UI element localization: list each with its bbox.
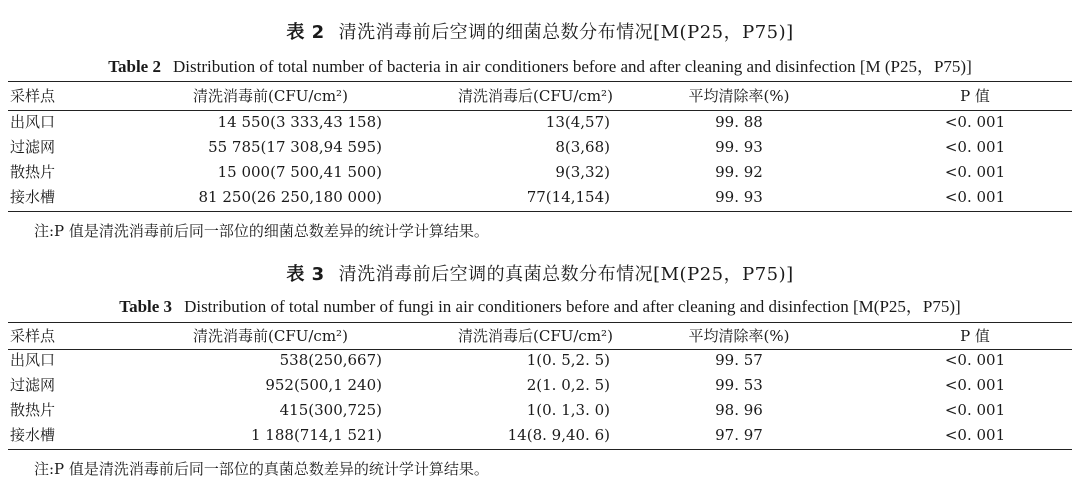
table3-title-cn-text: 清洗消毒前后空调的真菌总数分布情况[M(P25，P75)]: [338, 264, 794, 285]
table3-after: 1(0. 1,3. 0): [526, 401, 610, 419]
table2-p: <0. 001: [944, 138, 1006, 156]
table3-label-en: Table 3: [119, 297, 173, 316]
table-row: [8, 423, 1072, 448]
table2-p: <0. 001: [944, 113, 1006, 131]
table2-label-cn: 表 2: [286, 22, 325, 43]
table3-site: 出风口: [10, 351, 56, 369]
table3-header-after: 清洗消毒后(CFU/cm²): [458, 327, 613, 345]
table3-rate: 99. 53: [715, 376, 763, 394]
table-row: [8, 160, 1072, 185]
table2-top-rule: [8, 81, 1072, 82]
table3-header-rate: 平均清除率(%): [688, 327, 790, 345]
table2-p: <0. 001: [944, 188, 1006, 206]
table3-label-cn: 表 3: [286, 264, 325, 285]
table3-bottom-rule: [8, 449, 1072, 450]
table2-before: 55 785(17 308,94 595): [208, 138, 382, 156]
table2-header-after: 清洗消毒后(CFU/cm²): [458, 87, 613, 105]
table2-header-before: 清洗消毒前(CFU/cm²): [193, 87, 348, 105]
table3-title-en-text: Distribution of total number of fungi in air conditioners before and after cleaning and disinfection [M(P25，P75)]: [184, 297, 961, 316]
table3-header-p: P 值: [960, 327, 990, 345]
table2-after: 9(3,32): [555, 163, 610, 181]
table-row: [8, 398, 1072, 423]
table-row: [8, 348, 1072, 373]
table3-site: 接水槽: [10, 426, 56, 444]
table3-after: 2(1. 0,2. 5): [526, 376, 610, 394]
table3-p: <0. 001: [944, 351, 1006, 369]
table3-title-en: [0, 292, 1080, 317]
table3-header-site: 采样点: [10, 327, 56, 345]
table2-site: 过滤网: [10, 138, 56, 156]
table2-header-rate: 平均清除率(%): [688, 87, 790, 105]
table2-header-row: [8, 84, 1072, 109]
table2-site: 散热片: [10, 163, 56, 181]
table3-before: 1 188(714,1 521): [251, 426, 382, 444]
table-row: [8, 373, 1072, 398]
table2-before: 14 550(3 333,43 158): [217, 113, 382, 131]
table3-after: 14(8. 9,40. 6): [507, 426, 610, 444]
table3-rate: 97. 97: [715, 426, 763, 444]
table2-title-en: [0, 52, 1080, 77]
table3-before: 952(500,1 240): [265, 376, 382, 394]
table3-site: 过滤网: [10, 376, 56, 394]
table2-p: <0. 001: [944, 163, 1006, 181]
table3-header-before: 清洗消毒前(CFU/cm²): [193, 327, 348, 345]
table2-after: 8(3,68): [555, 138, 610, 156]
table3-after: 1(0. 5,2. 5): [526, 351, 610, 369]
table3-before: 415(300,725): [279, 401, 382, 419]
table3-site: 散热片: [10, 401, 56, 419]
table2-before: 15 000(7 500,41 500): [217, 163, 382, 181]
table3-p: <0. 001: [944, 401, 1006, 419]
table2-bottom-rule: [8, 211, 1072, 212]
table3-note: 注:P 值是清洗消毒前后同一部位的真菌总数差异的统计学计算结果。: [34, 460, 489, 478]
table2-label-en: Table 2: [108, 57, 161, 76]
table3-before: 538(250,667): [279, 351, 382, 369]
table2-rate: 99. 93: [715, 138, 763, 156]
table3-rate: 99. 57: [715, 351, 763, 369]
table-row: [8, 135, 1072, 160]
table2-rate: 99. 92: [715, 163, 763, 181]
table-row: [8, 185, 1072, 210]
table2-title-en-text: Distribution of total number of bacteria in air conditioners before and after cleaning and disinfection [M (P25，P75)]: [172, 57, 972, 76]
table2-site: 接水槽: [10, 188, 56, 206]
table3-rate: 98. 96: [715, 401, 763, 419]
table2-after: 13(4,57): [545, 113, 610, 131]
table2-rate: 99. 93: [715, 188, 763, 206]
table3-header-row: [8, 324, 1072, 349]
table3-p: <0. 001: [944, 376, 1006, 394]
table-row: [8, 110, 1072, 135]
table2-note: 注:P 值是清洗消毒前后同一部位的细菌总数差异的统计学计算结果。: [34, 222, 489, 240]
table2-site: 出风口: [10, 113, 56, 131]
table2-after: 77(14,154): [526, 188, 610, 206]
table3-top-rule: [8, 322, 1072, 323]
table3-title-cn: [0, 260, 1080, 286]
table2-title-cn-text: 清洗消毒前后空调的细菌总数分布情况[M(P25，P75)]: [338, 22, 794, 43]
table3-p: <0. 001: [944, 426, 1006, 444]
table2-header-site: 采样点: [10, 87, 56, 105]
table2-before: 81 250(26 250,180 000): [198, 188, 382, 206]
table2-rate: 99. 88: [715, 113, 763, 131]
table2-header-p: P 值: [960, 87, 990, 105]
table2-title-cn: [0, 18, 1080, 44]
